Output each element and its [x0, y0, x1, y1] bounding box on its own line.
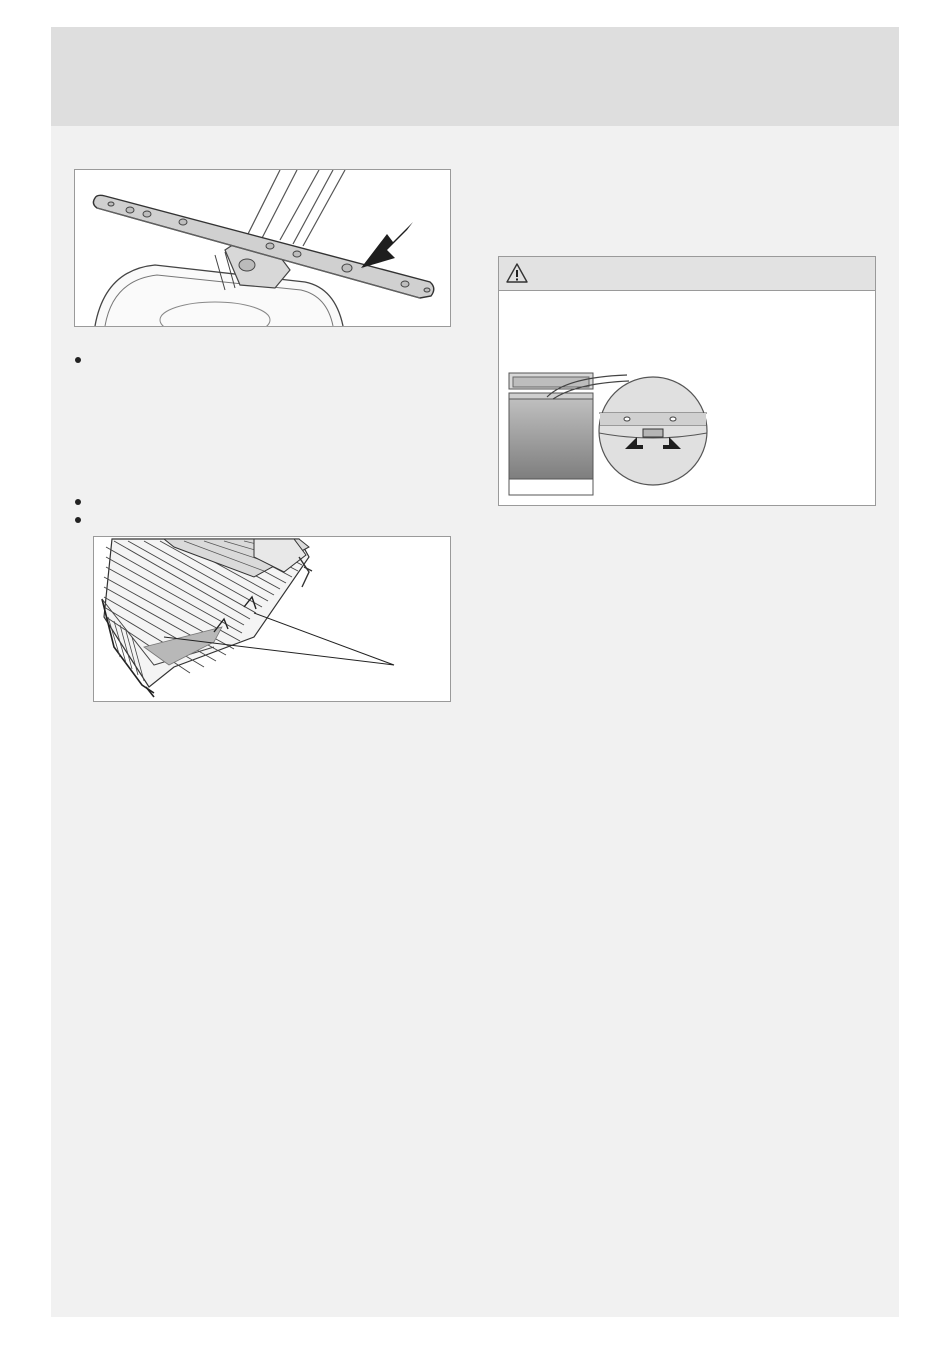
bullet-point [75, 499, 81, 505]
warning-header [499, 257, 875, 291]
bullet-point [75, 517, 81, 523]
warning-box [498, 256, 876, 506]
warning-triangle-icon [506, 262, 528, 284]
bullet-point [75, 357, 81, 363]
rack-figure [93, 536, 451, 702]
dishwasher-illustration [507, 369, 719, 499]
page-header-band [51, 27, 899, 126]
spray-arm-figure [74, 169, 451, 327]
